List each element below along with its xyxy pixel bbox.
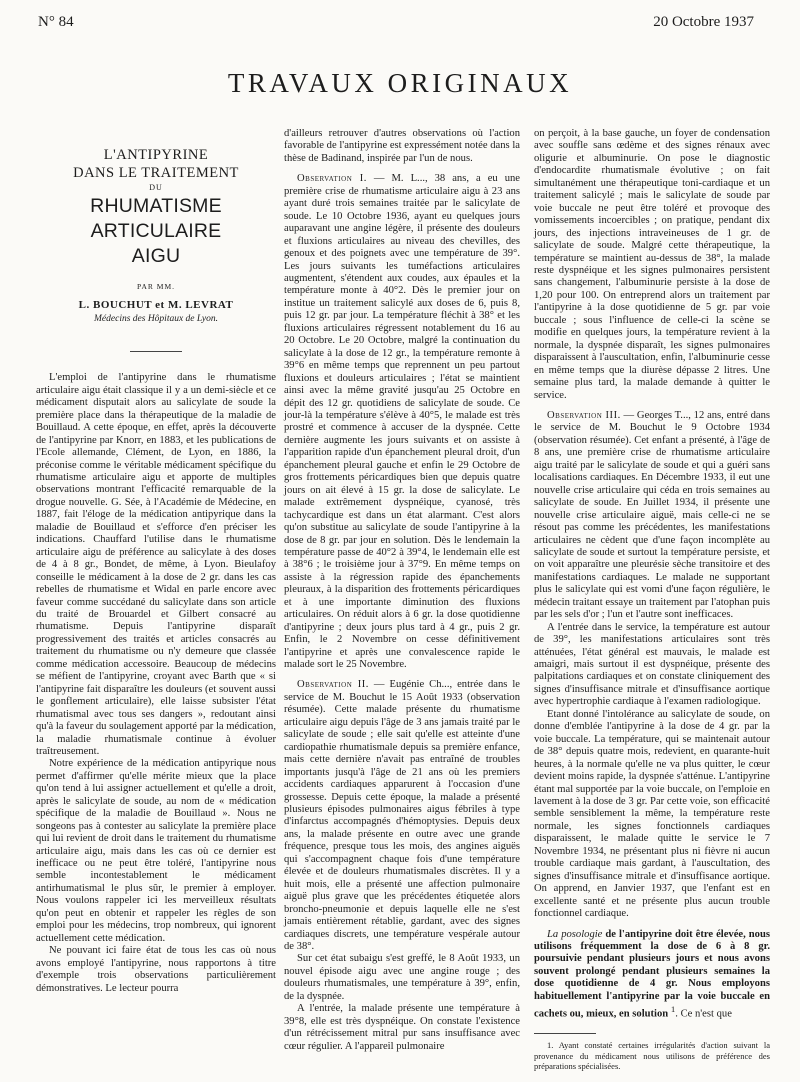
footnote: 1. Ayant constaté certaines irrégularités d'action suivant la provenance du médicament nous utilisons de préférence des préparations spécialisées. — [534, 1040, 770, 1072]
observation-label: Observation III. — [547, 409, 621, 421]
authors: L. BOUCHUT et M. LEVRAT — [78, 299, 234, 312]
posologie-text: de l'antipyrine doit être élevée, nous utilisons fréquemment la dose de 6 à 8 gr. poursuivie pendant plusieurs jours et nous avons souvent prolongé pendant plusieurs semaines la dose quotidienne de 4 gr. Nous employons habituellement l'antipyrine par la voie buccale en cachets ou, mieux, en solution — [534, 928, 770, 1020]
observation-label: Observation I. — [297, 173, 367, 185]
paragraph: L'emploi de l'antipyrine dans le rhumatisme articulaire aigu était classique il y a un demi-siècle et ce médicament disputait alors au salicylate de soude la première place dans la thérapeutique de la maladie de Bouillaud. A cette époque, en effet, après la découverte de l'antipyrine par Knorr, en 1883, et les publications de l'Ecole allemande, Clément, de Lyon, en 1886, la préconise comme le véritable médicament spécifique du rhumatisme articulaire aigu et apporte de multiples observations montrant l'efficacité remarquable de la drogue nouvelle. G. Sée, à l'Académie de Médecine, en 1887, fait l'éloge de la médication antipyrique dans la maladie de Bouillaud et s'efforce d'en préciser les indications. Chauffard l'utilise dans le rhumatisme articulaire aigu de préférence au salicylate à des doses de 4 à 8 gr., Bondet, de même, à Lyon. Bieulafoy conseille le médicament à la dose de 2 gr. dans les cas rebelles de rhumatisme et Widal en parle encore avec faveur comme succédané du salicylate dans son article du traité de Brouardel et Gilbert consacré au rhumatisme. Depuis l'antipyrine disparaît progressivement des traités et articles consacrés au traitement du rhumatisme ou n'y demeure que classée comme médication accessoire. Beaucoup de médecins se méfient de l'antipyrine, croyant avec Barth que « si l'antipyrine fait disparaître les douleurs (et souvent aussi le gonflement articulaire), elle laisse subsister l'état rhumatismal avec tous ses dangers », redoutant ainsi qu'à la faveur du soulagement apporté par la médication, la maladie rhumatismale continue à évoluer traîtreusement. — [36, 372, 276, 757]
title-du: DU — [149, 183, 163, 192]
column-1 — [36, 128, 276, 995]
observation-3 — [534, 410, 770, 622]
paragraph: Sur cet état subaigu s'est greffé, le 8 Août 1933, un nouvel épisode aigu avec une angine rouge ; des douleurs rhumatismales, une température à 39°, enfin, de la dyspnée. — [284, 953, 520, 1002]
by-line-prefix: PAR MM. — [137, 282, 175, 291]
issue-date: 20 Octobre 1937 — [653, 14, 754, 30]
title-line-4: AIGU — [131, 245, 181, 267]
title-line-2: DANS LE TRAITEMENT — [73, 165, 239, 181]
observation-text: — Eugénie Ch..., entrée dans le service de M. Bouchut le 15 Août 1933 (observation résumée). Cette malade présente du rhumatisme articulaire aigu depuis l'âge de 3 ans jamais traité par le salicylate de soude ; elle sait qu'elle est atteinte d'une cardiopathie rhumatismale depuis sa première enfance, mais cette dernière n'avait pas entraîné de troubles importants jusqu'à l'âge de 21 ans où les premiers accidents cardiaques apparurent à l'occasion d'une grossesse. Depuis cette époque, la malade a présenté plusieurs épisodes pulmonaires aigus fébriles à type d'infarctus accompagnés d'hémoptysies. Depuis deux ans, la malade présente en outre avec une grande fréquence, presque tous les mois, des angines aiguës qui s'accompagnent chaque fois d'une température élevée et de douleurs rhumatismales discrètes. Il y a huit mois, elle a présenté une affection pulmonaire aiguë plus grave que les précédentes étiquetée alors broncho-pneumonie et depuis laquelle elle ne s'est jamais entièrement rétablie, gardant, avec des signes cardiaques discrets, une température vespérale autour de 38°. — [284, 679, 520, 952]
observation-2 — [284, 679, 520, 953]
paragraph: on perçoit, à la base gauche, un foyer de condensation avec souffle sans œdème et des signes rénaux avec oligurie et albuminurie. On pose le diagnostic d'endocardite rhumatismale évolutive ; on fait simultanément une thérapeutique toni-cardiaque et un traitement salicylé ; mais le salicylate de soude par voie buccale ne peut être toléré et provoque des vomissements incoercibles ; on pratique, pendant dix jours, des injections intraveineuses de 1 gr. de salicylate de soude. Malgré cette thérapeutique, la température se maintient au-dessus de 38°, la malade reste dyspnéique et les signes pulmonaires persistent sans changement, l'albuminurie persiste à la dose de 1,20 pour 100. On entreprend alors un traitement par l'antipyrine à la dose quotidienne de 5 gr. par voie buccale ; sous l'influence de celle-ci la scène se modifie en quelques jours, la température revient à la normale, la dyspnée disparaît, les signes pulmonaires disparaissent à l'auscultation, enfin, l'albuminurie cesse en même temps que la diurèse dépasse 2 litres. Une semaine plus tard, la malade demande à quitter le service. — [534, 128, 770, 401]
title-divider — [130, 351, 182, 352]
title-line-3: RHUMATISME ARTICULAIRE — [90, 195, 222, 242]
paragraph: Ne pouvant ici faire état de tous les cas où nous avons employé l'antipyrine, nous rapportons à titre d'exemple trois observations particulièrement démonstratives. Le lecteur pourra — [36, 945, 276, 994]
observation-text: — Georges T..., 12 ans, entré dans le service de M. Bouchut le 9 Octobre 1934 (observation résumée). Cet enfant a présenté, à l'âge de 8 ans, une première crise de rhumatisme articulaire aigu traité par le salicylate de soude et qui a guéri sans localisations cardiaques. En Décembre 1933, il eut une nouvelle crise articulaire qui céda en trois semaines au salicylate de soude. En Juillet 1934, il présente une nouvelle crise articulaire aiguë, mais celle-ci ne se résout pas comme les précédentes, les manifestations articulaires ne cèdent que d'une façon incomplète au salicylate de soude et surtout la température persiste, et on voit apparaître une pleurésie sèche transitoire et des manifestations cardiaques. Le malade ne supportant plus le salicylate qui est vomi d'une façon régulière, le médecin traitant essaye un traitement par l'atophan puis par les sels d'or ; l'un et l'autre sont inefficaces. — [534, 409, 770, 621]
title-line-1: L'ANTIPYRINE — [103, 147, 209, 163]
column-3 — [534, 128, 770, 1072]
affiliation: Médecins des Hôpitaux de Lyon. — [94, 313, 218, 324]
article-title — [36, 146, 276, 269]
section-title: TRAVAUX ORIGINAUX — [227, 68, 573, 98]
paragraph: d'ailleurs retrouver d'autres observations où l'action favorable de l'antipyrine est expressément notée dans la thèse de Badinand, inspirée par l'un de nous. — [284, 128, 520, 164]
paragraph: Notre expérience de la médication antipyrique nous permet d'affirmer qu'elle mérite mieux que la place qu'on tend à lui assigner actuellement et qu'elle a droit, après le salicylate de soude, au nom de « médication spécifique de la maladie de Bouillaud ». Nous ne songeons pas à contester au salicylate la première place qui lui revient de droit dans le traitement du rhumatisme articulaire aigu, mais dans les cas où ce dernier est inefficace ou ne peut être toléré, l'antipyrine nous semble incontestablement le médicament antirhumatismal le plus sûr, le premier à employer. Nous voulons rappeler ici les merveilleux résultats qu'on peut en obtenir et rappeler les règles de son emploi pour les médecins, trop nombreux, qui ignorent actuellement cette médication. — [36, 758, 276, 944]
issue-number: N° 84 — [38, 14, 74, 30]
observation-label: Observation II. — [297, 679, 369, 691]
posologie-paragraph — [534, 929, 770, 1022]
paragraph: A l'entrée dans le service, la température est autour de 39°, les manifestations articulaires sont très atténuées, l'état général est mauvais, le malade est amaigri, mais surtout il est dyspnéique, présente des palpitations cardiaques et on constate cliniquement des signes d'insuffisance mitrale et d'insuffisance aortique avec hypertrophie cardiaque à l'examen radiologique. — [534, 621, 770, 708]
posologie-end: . Ce n'est que — [675, 1008, 732, 1020]
paragraph: Etant donné l'intolérance au salicylate de soude, on donne d'emblée l'antipyrine à la dose de 4 gr. par la voie buccale. La température, qui se maintenait autour de 38° depuis quatre mois, redevient, en quarante-huit heures, à la normale qu'elle ne va plus quitter, le cœur devient moins rapide, la dyspnée s'atténue. L'antipyrine étant mal supportée par la voie buccale, on l'emploie en lavement à la dose de 3 gr. Par cette voie, son efficacité semble sensiblement la même, la température reste normale, les signes fonctionnels cardiaques disparaissent, le malade quitte le service le 7 Novembre 1934, ne présentant plus ni fièvre ni aucun trouble cardiaque mais gardant, à l'auscultation, des signes d'insuffisance mitrale et d'insuffisance aortique. On apprend, en Janvier 1937, que l'enfant est en excellente santé et ne présente plus aucun trouble fonctionnel cardiaque. — [534, 708, 770, 920]
paragraph: A l'entrée, la malade présente une température à 39°8, elle est très dyspnéique. On constate l'existence d'un rétrécissement mitral pur sans insuffisance avec cœur régulier. A l'appareil pulmonaire — [284, 1003, 520, 1052]
footnote-divider — [534, 1033, 596, 1034]
observation-text: — M. L..., 38 ans, a eu une première crise de rhumatisme articulaire aigu à 23 ans ayant duré trois semaines traitée par le salicylate de soude. Le 10 Octobre 1936, ayant eu quelques jours auparavant une angine légère, il présente des douleurs et fluxions articulaires au niveau des chevilles, des genoux et des poignets avec une température de 39°. Les jours suivants les tuméfactions articulaires augmentent, s'étendent aux coudes, aux épaules et la température monte à 40°2. Dès le premier jour on institue un traitement salicylé aux doses de 6, puis 8, puis 12 gr. par jour. La température fléchit à 38° et les fluxions articulaires régressent notablement du 16 au 20 Octobre. Le 20 Octobre, malgré la continuation du salicylate à la dose de 12 gr., la température remonte à 39°6 en même temps que reprennent un peu partout fluxions et douleurs articulaires ; l'état se maintient ainsi avec la même gravité jusqu'au 25 Octobre en dépit des 12 gr. quotidiens de salicylate de soude. Ce jour-là la température s'élève à 40°5, le malade est très prostré et commence à accuser de la dyspnée. Cette dernière augmente les jours suivants et on assiste à l'apparition rapide d'un épanchement pleural droit, d'un épanchement pleural gauche et enfin le 29 Octobre de gros frottements péricardiques bien que depuis quatre jours on ait élevé à 15 gr. la dose de salicylate. Le malade extrêmement dyspnéique, cyanosé, très tachycardique est dans un état alarmant. C'est alors qu'on substitue au salicylate de soude l'antipyrine à la dose de 8 gr. par jour en solution. Dès le lendemain la température passe de 40°2 à 39°4, le lendemain elle est à 38°6 ; le troisième jour à 37°9. En même temps on assiste à la régression rapide des épanchements pleuraux, à la disparition des frottements péricardiques et à une importante diminution des fluxions articulaires. On réduit alors à 6 gr. la dose quotidienne d'antipyrine ; deux jours plus tard à 4 gr., puis 2 gr. Enfin, le 2 Novembre on cesse définitivement l'antipyrine et après une convalescence rapide le malade sort le 25 Novembre. — [284, 173, 520, 671]
posologie-heading: La posologie — [547, 928, 603, 940]
footnote-ref: 1 — [670, 1004, 676, 1015]
observation-1 — [284, 173, 520, 671]
column-2 — [284, 128, 520, 1053]
